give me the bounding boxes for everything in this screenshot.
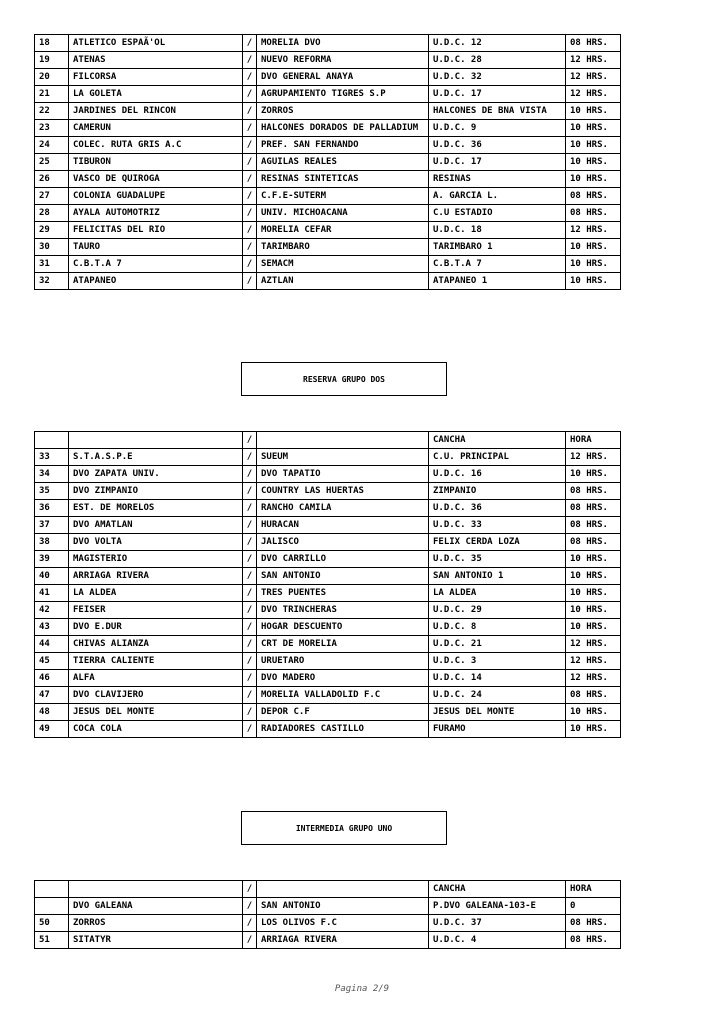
field-name: U.D.C. 28 [429,52,566,69]
home-team: ALFA [69,670,243,687]
home-team: ATAPANEO [69,273,243,290]
field-name: LA ALDEA [429,585,566,602]
table-row [35,898,621,915]
field-name: HALCONES DE BNA VISTA [429,103,566,120]
away-team: ZORROS [257,103,429,120]
vs-separator: / [243,619,257,636]
match-time: HORA [566,881,621,898]
home-team: CAMERUN [69,120,243,137]
away-team: RESINAS SINTETICAS [257,171,429,188]
match-number: 50 [35,915,69,932]
away-team: RADIADORES CASTILLO [257,721,429,738]
vs-separator: / [243,551,257,568]
table-row [35,52,621,69]
field-name: RESINAS [429,171,566,188]
home-team: ATLETICO ESPAÃ'OL [69,35,243,52]
away-team: RANCHO CAMILA [257,500,429,517]
match-time: 10 HRS. [566,256,621,273]
match-time: 10 HRS. [566,239,621,256]
away-team: AGRUPAMIENTO TIGRES S.P [257,86,429,103]
vs-separator: / [243,721,257,738]
match-number: 32 [35,273,69,290]
table-row [35,915,621,932]
vs-separator: / [243,449,257,466]
away-team: DVO TAPATIO [257,466,429,483]
field-name: U.D.C. 17 [429,86,566,103]
vs-separator: / [243,120,257,137]
vs-separator: / [243,273,257,290]
match-number: 29 [35,222,69,239]
match-time: 12 HRS. [566,449,621,466]
match-time: 12 HRS. [566,670,621,687]
away-team: SEMACM [257,256,429,273]
away-team: TRES PUENTES [257,585,429,602]
table-row [35,449,621,466]
vs-separator: / [243,69,257,86]
away-team: MORELIA VALLADOLID F.C [257,687,429,704]
table-row [35,636,621,653]
home-team: LA GOLETA [69,86,243,103]
vs-separator: / [243,670,257,687]
home-team: ZORROS [69,915,243,932]
match-time: 10 HRS. [566,551,621,568]
vs-separator: / [243,653,257,670]
match-time: 10 HRS. [566,137,621,154]
field-name: U.D.C. 16 [429,466,566,483]
field-name: JESUS DEL MONTE [429,704,566,721]
match-number: 22 [35,103,69,120]
field-name: U.D.C. 33 [429,517,566,534]
match-time: 12 HRS. [566,86,621,103]
field-name: P.DVO GALEANA-103-E [429,898,566,915]
vs-separator: / [243,483,257,500]
match-number: 37 [35,517,69,534]
field-name: ATAPANEO 1 [429,273,566,290]
vs-separator: / [243,898,257,915]
match-time: 12 HRS. [566,52,621,69]
home-team: TIBURON [69,154,243,171]
match-number: 21 [35,86,69,103]
home-team: COLEC. RUTA GRIS A.C [69,137,243,154]
vs-separator: / [243,534,257,551]
match-number [35,898,69,915]
table-row [35,602,621,619]
match-time: 08 HRS. [566,205,621,222]
match-time: 10 HRS. [566,568,621,585]
vs-separator: / [243,466,257,483]
away-team [257,881,429,898]
match-number: 28 [35,205,69,222]
match-number: 31 [35,256,69,273]
table-row [35,704,621,721]
away-team: HURACAN [257,517,429,534]
vs-separator: / [243,103,257,120]
home-team: JESUS DEL MONTE [69,704,243,721]
match-time: 08 HRS. [566,687,621,704]
table-row [35,466,621,483]
table-row [35,120,621,137]
table-row [35,205,621,222]
home-team: COCA COLA [69,721,243,738]
match-number: 23 [35,120,69,137]
field-name: U.D.C. 9 [429,120,566,137]
field-name: C.U. PRINCIPAL [429,449,566,466]
match-time: 08 HRS. [566,188,621,205]
field-name: U.D.C. 21 [429,636,566,653]
away-team: AGUILAS REALES [257,154,429,171]
match-number: 44 [35,636,69,653]
match-number: 43 [35,619,69,636]
away-team: PREF. SAN FERNANDO [257,137,429,154]
table-row [35,932,621,949]
away-team: C.F.E-SUTERM [257,188,429,205]
field-name: U.D.C. 37 [429,915,566,932]
match-time: 10 HRS. [566,171,621,188]
home-team: AYALA AUTOMOTRIZ [69,205,243,222]
table-row [35,256,621,273]
home-team: FEISER [69,602,243,619]
away-team: SUEUM [257,449,429,466]
table-row [35,585,621,602]
match-number: 19 [35,52,69,69]
table-row [35,619,621,636]
home-team: DVO ZIMPANIO [69,483,243,500]
section-title-intermedia-grupo-uno: INTERMEDIA GRUPO UNO [241,811,447,845]
home-team: VASCO DE QUIROGA [69,171,243,188]
table-row [35,86,621,103]
home-team: C.B.T.A 7 [69,256,243,273]
vs-separator: / [243,881,257,898]
field-name: U.D.C. 4 [429,932,566,949]
away-team: DVO GENERAL ANAYA [257,69,429,86]
vs-separator: / [243,915,257,932]
match-number: 35 [35,483,69,500]
field-name: U.D.C. 3 [429,653,566,670]
match-time: 10 HRS. [566,721,621,738]
home-team: EST. DE MORELOS [69,500,243,517]
table-row [35,171,621,188]
away-team: MORELIA DVO [257,35,429,52]
match-number: 41 [35,585,69,602]
page-number: Pagina 2/9 [334,984,390,994]
home-team: DVO AMATLAN [69,517,243,534]
away-team: CRT DE MORELIA [257,636,429,653]
vs-separator: / [243,432,257,449]
away-team: URUETARO [257,653,429,670]
match-number [35,432,69,449]
table-row [35,653,621,670]
away-team: SAN ANTONIO [257,898,429,915]
field-name: U.D.C. 17 [429,154,566,171]
match-time: 08 HRS. [566,500,621,517]
away-team: AZTLAN [257,273,429,290]
home-team: DVO GALEANA [69,898,243,915]
table-row [35,154,621,171]
match-number: 34 [35,466,69,483]
table-row [35,273,621,290]
match-number: 38 [35,534,69,551]
match-number: 45 [35,653,69,670]
table-row [35,69,621,86]
match-number: 24 [35,137,69,154]
away-team: HALCONES DORADOS DE PALLADIUM [257,120,429,137]
home-team: ARRIAGA RIVERA [69,568,243,585]
table-row [35,35,621,52]
table-row [35,483,621,500]
vs-separator: / [243,636,257,653]
home-team: CHIVAS ALIANZA [69,636,243,653]
match-number: 49 [35,721,69,738]
vs-separator: / [243,568,257,585]
field-name: U.D.C. 8 [429,619,566,636]
match-number: 25 [35,154,69,171]
match-time: 10 HRS. [566,154,621,171]
home-team: DVO E.DUR [69,619,243,636]
match-number: 39 [35,551,69,568]
table-row [35,500,621,517]
away-team: COUNTRY LAS HUERTAS [257,483,429,500]
table-row [35,551,621,568]
vs-separator: / [243,205,257,222]
home-team: DVO CLAVIJERO [69,687,243,704]
match-time: 08 HRS. [566,517,621,534]
vs-separator: / [243,500,257,517]
field-name: ZIMPANIO [429,483,566,500]
match-time: 12 HRS. [566,222,621,239]
away-team: UNIV. MICHOACANA [257,205,429,222]
home-team: SITATYR [69,932,243,949]
match-time: 08 HRS. [566,932,621,949]
home-team [69,432,243,449]
away-team [257,432,429,449]
vs-separator: / [243,602,257,619]
match-time: 10 HRS. [566,619,621,636]
away-team: SAN ANTONIO [257,568,429,585]
match-number: 42 [35,602,69,619]
field-name: U.D.C. 24 [429,687,566,704]
home-team: JARDINES DEL RINCON [69,103,243,120]
away-team: DVO CARRILLO [257,551,429,568]
field-name: C.U ESTADIO [429,205,566,222]
field-name: U.D.C. 36 [429,500,566,517]
match-number: 33 [35,449,69,466]
table-row [35,103,621,120]
vs-separator: / [243,154,257,171]
match-time: 12 HRS. [566,636,621,653]
table-row [35,137,621,154]
vs-separator: / [243,687,257,704]
away-team: DVO MADERO [257,670,429,687]
home-team: FELICITAS DEL RIO [69,222,243,239]
vs-separator: / [243,35,257,52]
field-name: U.D.C. 18 [429,222,566,239]
field-name: C.B.T.A 7 [429,256,566,273]
match-time: 0 [566,898,621,915]
match-number: 46 [35,670,69,687]
vs-separator: / [243,704,257,721]
vs-separator: / [243,256,257,273]
match-time: 08 HRS. [566,534,621,551]
match-number: 36 [35,500,69,517]
away-team: HOGAR DESCUENTO [257,619,429,636]
match-time: 10 HRS. [566,273,621,290]
away-team: TARIMBARO [257,239,429,256]
away-team: JALISCO [257,534,429,551]
field-name: CANCHA [429,432,566,449]
vs-separator: / [243,585,257,602]
field-name: CANCHA [429,881,566,898]
home-team: TIERRA CALIENTE [69,653,243,670]
table-row [35,517,621,534]
match-time: 10 HRS. [566,120,621,137]
table-header-row [35,881,621,898]
home-team: DVO VOLTA [69,534,243,551]
match-time: 10 HRS. [566,466,621,483]
home-team: COLONIA GUADALUPE [69,188,243,205]
vs-separator: / [243,932,257,949]
table-row [35,568,621,585]
match-time: 10 HRS. [566,585,621,602]
match-time: HORA [566,432,621,449]
match-time: 10 HRS. [566,704,621,721]
home-team: TAURO [69,239,243,256]
match-number: 26 [35,171,69,188]
table-row [35,687,621,704]
field-name: U.D.C. 35 [429,551,566,568]
fixtures-table-3 [34,880,621,949]
vs-separator: / [243,171,257,188]
field-name: FELIX CERDA LOZA [429,534,566,551]
vs-separator: / [243,517,257,534]
section-title-reserva-grupo-dos: RESERVA GRUPO DOS [241,362,447,396]
table-row [35,222,621,239]
match-number: 18 [35,35,69,52]
home-team [69,881,243,898]
home-team: DVO ZAPATA UNIV. [69,466,243,483]
match-time: 10 HRS. [566,103,621,120]
away-team: DEPOR C.F [257,704,429,721]
match-number: 48 [35,704,69,721]
fixtures-table-2 [34,431,621,738]
vs-separator: / [243,188,257,205]
match-time: 10 HRS. [566,602,621,619]
match-number: 20 [35,69,69,86]
match-number: 30 [35,239,69,256]
home-team: MAGISTERIO [69,551,243,568]
home-team: S.T.A.S.P.E [69,449,243,466]
away-team: NUEVO REFORMA [257,52,429,69]
vs-separator: / [243,222,257,239]
away-team: MORELIA CEFAR [257,222,429,239]
field-name: U.D.C. 32 [429,69,566,86]
home-team: FILCORSA [69,69,243,86]
field-name: U.D.C. 12 [429,35,566,52]
away-team: DVO TRINCHERAS [257,602,429,619]
field-name: TARIMBARO 1 [429,239,566,256]
field-name: U.D.C. 36 [429,137,566,154]
match-time: 12 HRS. [566,653,621,670]
table-row [35,670,621,687]
table-row [35,239,621,256]
vs-separator: / [243,86,257,103]
match-number: 51 [35,932,69,949]
match-number: 47 [35,687,69,704]
away-team: LOS OLIVOS F.C [257,915,429,932]
match-number [35,881,69,898]
table-row [35,188,621,205]
match-time: 12 HRS. [566,69,621,86]
field-name: U.D.C. 29 [429,602,566,619]
field-name: U.D.C. 14 [429,670,566,687]
match-number: 27 [35,188,69,205]
vs-separator: / [243,239,257,256]
field-name: FURAMO [429,721,566,738]
table-header-row [35,432,621,449]
table-row [35,721,621,738]
table-row [35,534,621,551]
home-team: LA ALDEA [69,585,243,602]
home-team: ATENAS [69,52,243,69]
match-time: 08 HRS. [566,35,621,52]
away-team: ARRIAGA RIVERA [257,932,429,949]
match-number: 40 [35,568,69,585]
vs-separator: / [243,137,257,154]
vs-separator: / [243,52,257,69]
field-name: A. GARCIA L. [429,188,566,205]
match-time: 08 HRS. [566,915,621,932]
field-name: SAN ANTONIO 1 [429,568,566,585]
fixtures-table-1 [34,34,621,290]
match-time: 08 HRS. [566,483,621,500]
